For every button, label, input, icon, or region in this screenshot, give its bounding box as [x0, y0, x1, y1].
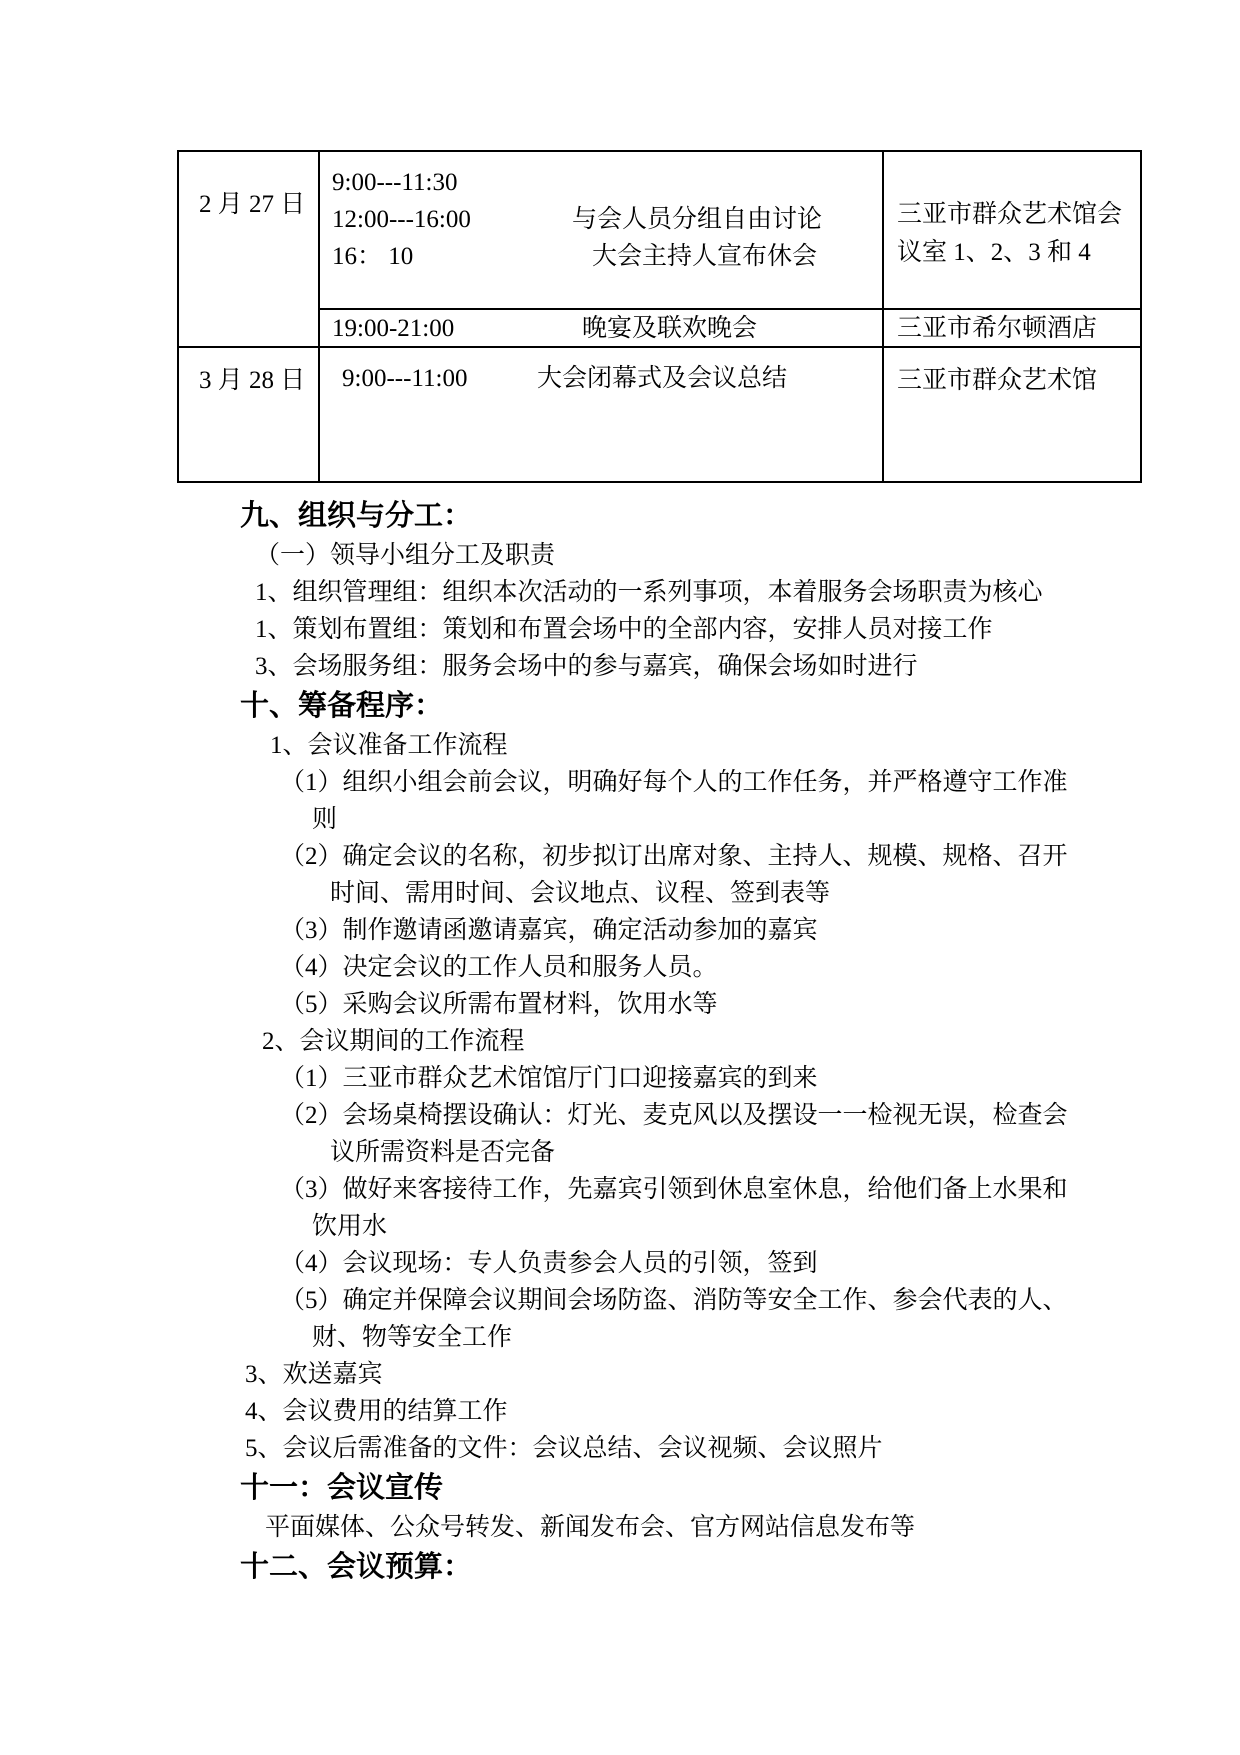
schedule-table — [177, 150, 1142, 483]
schedule-line-1 — [332, 164, 882, 201]
section-10-line: 时间、需用时间、会议地点、议程、签到表等 — [330, 880, 831, 907]
section-12-heading: 十二、会议预算： — [240, 1551, 473, 1583]
table-cell-date-feb27 — [179, 152, 320, 348]
section-10-line: （2）确定会议的名称，初步拟订出席对象、主持人、规模、规格、召开 — [280, 843, 1068, 870]
table-cell-location-evening — [884, 310, 1140, 348]
table-cell-schedule-feb27 — [320, 152, 884, 310]
schedule-line-mar28 — [342, 360, 882, 397]
section-10-line: （4）决定会议的工作人员和服务人员。 — [280, 954, 718, 981]
time-evening: 19:00-21:00 — [332, 315, 455, 342]
table-cell-date-mar28 — [179, 348, 320, 481]
section-10-line: 1、会议准备工作流程 — [270, 732, 508, 759]
section-9-item: （一）领导小组分工及职责 — [255, 542, 556, 569]
section-10-line: （1）三亚市群众艺术馆馆厅门口迎接嘉宾的到来 — [280, 1065, 818, 1092]
time-3: 16： 10 — [332, 243, 414, 270]
table-cell-schedule-evening — [320, 310, 884, 348]
time-1: 9:00---11:30 — [332, 169, 458, 196]
schedule-line-3 — [332, 238, 882, 275]
document-body — [0, 483, 1240, 1588]
activity-2: 与会人员分组自由讨论 — [572, 206, 823, 233]
section-9-item: 1、策划布置组：策划和布置会场中的全部内容，安排人员对接工作 — [255, 616, 993, 643]
section-10-line: 议所需资料是否完备 — [330, 1139, 556, 1166]
section-10-line: （3）制作邀请函邀请嘉宾，确定活动参加的嘉宾 — [280, 917, 818, 944]
section-10-line: 财、物等安全工作 — [312, 1324, 513, 1351]
table-cell-location-mar28 — [884, 348, 1140, 481]
section-10-line: （2）会场桌椅摆设确认：灯光、麦克风以及摆设一一检视无误，检查会 — [280, 1102, 1068, 1129]
section-9-item: 3、会场服务组：服务会场中的参与嘉宾，确保会场如时进行 — [255, 653, 918, 680]
date-feb27: 2 月 27 日 — [199, 191, 306, 218]
section-10-line: （5）确定并保障会议期间会场防盗、消防等安全工作、参会代表的人、 — [280, 1287, 1068, 1314]
section-10-line: （1）组织小组会前会议，明确好每个人的工作任务，并严格遵守工作准 — [280, 769, 1068, 796]
activity-mar28: 大会闭幕式及会议总结 — [537, 365, 788, 392]
section-10-line: （3）做好来客接待工作，先嘉宾引领到休息室休息，给他们备上水果和 — [280, 1176, 1068, 1203]
section-9-item: 1、组织管理组：组织本次活动的一系列事项，本着服务会场职责为核心 — [255, 579, 1043, 606]
location-feb27: 三亚市群众艺术馆会议室 1、2、3 和 4 — [897, 201, 1123, 266]
section-10-line: 饮用水 — [312, 1213, 388, 1240]
section-10-line: （4）会议现场：专人负责参会人员的引领，签到 — [280, 1250, 818, 1277]
section-10-line: 3、欢送嘉宾 — [245, 1361, 383, 1388]
section-10-line: 2、会议期间的工作流程 — [262, 1028, 525, 1055]
time-2: 12:00---16:00 — [332, 206, 471, 233]
table-cell-schedule-mar28 — [320, 348, 884, 481]
section-10-line: （5）采购会议所需布置材料，饮用水等 — [280, 991, 718, 1018]
section-11-heading: 十一：会议宣传 — [240, 1472, 444, 1504]
section-11-body: 平面媒体、公众号转发、新闻发布会、官方网站信息发布等 — [265, 1514, 916, 1541]
activity-evening: 晚宴及联欢晚会 — [582, 315, 758, 342]
location-mar28: 三亚市群众艺术馆 — [897, 367, 1098, 394]
section-10-heading: 十、筹备程序： — [240, 690, 444, 722]
section-10-line: 4、会议费用的结算工作 — [245, 1398, 508, 1425]
section-9-heading: 九、组织与分工： — [240, 500, 473, 532]
schedule-line-2 — [332, 201, 882, 238]
date-mar28: 3 月 28 日 — [199, 367, 306, 394]
section-10-line: 5、会议后需准备的文件：会议总结、会议视频、会议照片 — [245, 1435, 883, 1462]
location-evening: 三亚市希尔顿酒店 — [897, 315, 1098, 342]
activity-3: 大会主持人宣布休会 — [592, 243, 818, 270]
time-mar28: 9:00---11:00 — [342, 365, 468, 392]
schedule-line-evening — [332, 310, 882, 347]
table-cell-location-feb27 — [884, 152, 1140, 310]
section-10-line: 则 — [312, 806, 338, 833]
